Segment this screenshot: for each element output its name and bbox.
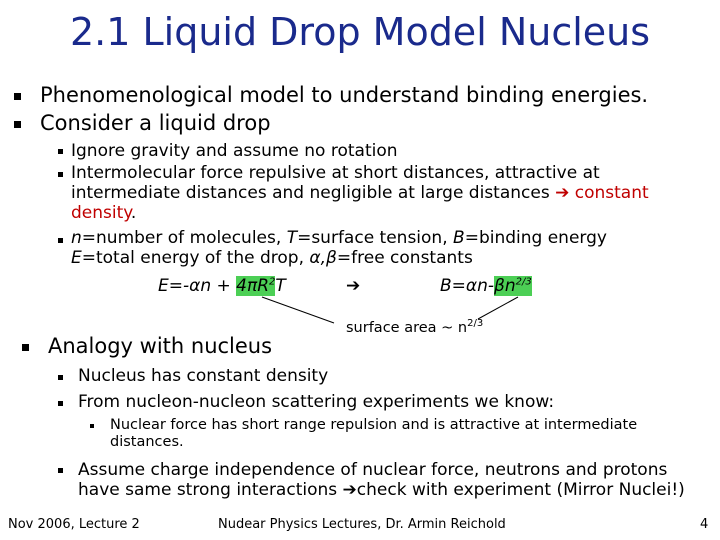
arrow-icon: ➔ xyxy=(342,480,357,500)
nuclear-force-line-2: distances. xyxy=(110,434,184,450)
bullet-marker xyxy=(58,375,63,380)
force-line-2-text: intermediate distances and negligible at large distances xyxy=(71,183,550,203)
equation-energy-T: T xyxy=(275,276,286,296)
charge-independence-text: have same strong interactions xyxy=(78,480,343,500)
surface-area-note xyxy=(346,318,483,336)
bullet-marker xyxy=(90,424,94,428)
bullet-marker xyxy=(58,468,63,473)
symbol-T: T xyxy=(286,228,298,248)
bullet-marker xyxy=(58,401,63,406)
sub-sub-bullet-nuclear-force xyxy=(110,417,637,451)
mirror-nuclei-text: check with experiment (Mirror Nuclei!) xyxy=(356,480,685,500)
text-number-molecules: =number of molecules, xyxy=(81,228,287,248)
text-surface-tension: =surface tension, xyxy=(297,228,454,248)
symbol-E: E xyxy=(71,248,82,268)
constant-text: constant xyxy=(574,183,649,203)
slide-title: 2.1 Liquid Drop Model Nucleus xyxy=(69,10,651,54)
arrow-icon: ➔ xyxy=(346,276,361,296)
force-line-1: Intermolecular force repulsive at short distances, attractive at xyxy=(71,163,600,183)
pointer-line-left xyxy=(262,297,334,323)
bullet-analogy: Analogy with nucleus xyxy=(48,334,273,358)
equation-binding-lhs: B=αn- xyxy=(440,276,495,296)
sub-bullet-scattering: From nucleon-nucleon scattering experiments we know: xyxy=(78,392,555,412)
footer-page-number: 4 xyxy=(700,517,709,532)
surface-area-note-text: surface area ~ n xyxy=(346,319,468,336)
sub-bullet-constant-density: Nucleus has constant density xyxy=(78,366,329,386)
equation-energy-lhs: E=-αn + xyxy=(158,276,237,296)
symbol-alpha-beta: α,β xyxy=(309,248,337,268)
text-free-constants: =free constants xyxy=(336,248,473,268)
bullet-phenomenological: Phenomenological model to understand binding energies. xyxy=(40,83,649,107)
bullet-liquid-drop: Consider a liquid drop xyxy=(40,111,271,135)
pointer-line-right xyxy=(478,297,518,319)
sub-bullet-gravity: Ignore gravity and assume no rotation xyxy=(71,141,398,161)
binding-term-text: βn xyxy=(494,276,516,296)
binding-term-exponent: 2/3 xyxy=(515,276,532,288)
nuclear-force-line-1: Nuclear force has short range repulsion and is attractive at intermediate xyxy=(110,417,638,433)
footer-lecturer: Nudear Physics Lectures, Dr. Armin Reichold xyxy=(218,517,506,532)
surface-area-note-exponent: 2/3 xyxy=(467,318,484,329)
charge-independence-line-1: Assume charge independence of nuclear force, neutrons and protons xyxy=(78,460,668,480)
density-text: density xyxy=(71,203,131,223)
sub-bullet-charge-independence xyxy=(78,460,685,500)
bullet-marker xyxy=(22,344,29,351)
footer-date: Nov 2006, Lecture 2 xyxy=(8,517,140,532)
arrow-icon: ➔ xyxy=(555,183,570,203)
period-text: . xyxy=(130,203,137,223)
surface-term-text: 4πR xyxy=(236,276,270,296)
text-binding-energy: =binding energy xyxy=(464,228,607,248)
surface-term-exponent: 2 xyxy=(269,276,276,288)
symbol-B: B xyxy=(453,228,465,248)
symbol-n: n xyxy=(71,228,82,248)
text-total-energy: =total energy of the drop, xyxy=(81,248,310,268)
charge-independence-line-2 xyxy=(78,480,685,500)
